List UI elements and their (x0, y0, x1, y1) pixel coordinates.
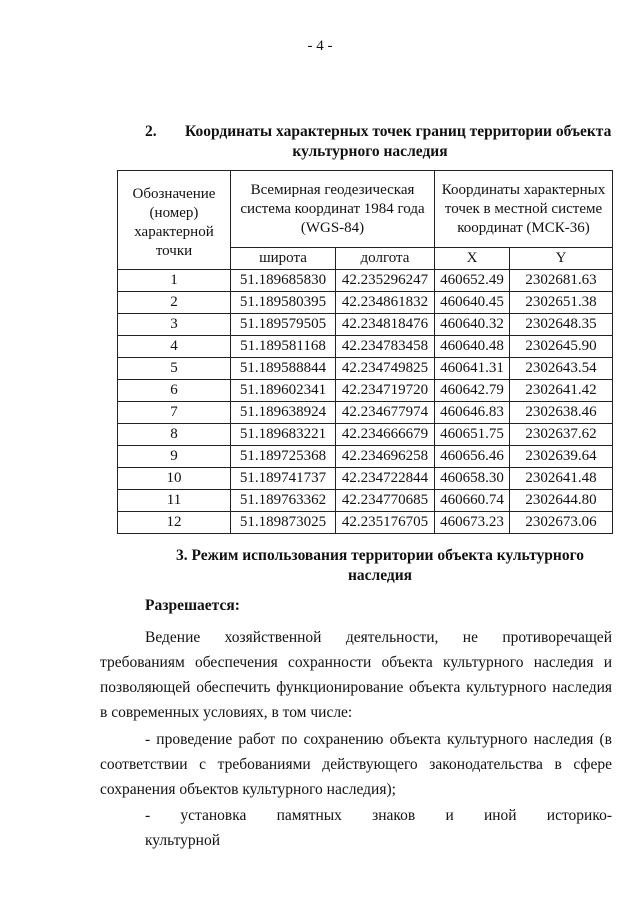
longitude: 42.234666679 (336, 424, 435, 446)
y-coordinate: 2302638.46 (510, 402, 613, 424)
point-number: 10 (118, 468, 231, 490)
latitude: 51.189588844 (231, 358, 336, 380)
point-number: 6 (118, 380, 231, 402)
longitude: 42.234770685 (336, 490, 435, 512)
point-number: 5 (118, 358, 231, 380)
table-row (118, 380, 613, 402)
longitude: 42.234783458 (336, 336, 435, 358)
section-3-title-line2: наследия (347, 567, 413, 584)
section-3-heading (145, 546, 615, 586)
table-row (118, 314, 613, 336)
point-number: 1 (118, 270, 231, 292)
latitude: 51.189581168 (231, 336, 336, 358)
section-number: 2. (145, 123, 157, 140)
table-row (118, 358, 613, 380)
header-msk: Координаты характерных точек в местной системе координат (МСК-36) (435, 171, 613, 248)
latitude: 51.189683221 (231, 424, 336, 446)
point-number: 8 (118, 424, 231, 446)
x-coordinate: 460640.32 (435, 314, 510, 336)
table-row (118, 512, 613, 534)
x-coordinate: 460641.31 (435, 358, 510, 380)
y-coordinate: 2302641.42 (510, 380, 613, 402)
section-title-line2: культурного наследия (292, 143, 448, 160)
point-number: 3 (118, 314, 231, 336)
y-coordinate: 2302641.48 (510, 468, 613, 490)
latitude: 51.189638924 (231, 402, 336, 424)
point-number: 12 (118, 512, 231, 534)
longitude: 42.234749825 (336, 358, 435, 380)
latitude: 51.189579505 (231, 314, 336, 336)
x-coordinate: 460646.83 (435, 402, 510, 424)
x-coordinate: 460660.74 (435, 490, 510, 512)
longitude: 42.235176705 (336, 512, 435, 534)
latitude: 51.189580395 (231, 292, 336, 314)
y-coordinate: 2302643.54 (510, 358, 613, 380)
latitude: 51.189873025 (231, 512, 336, 534)
table-row (118, 424, 613, 446)
latitude: 51.189763362 (231, 490, 336, 512)
y-coordinate: 2302645.90 (510, 336, 613, 358)
header-lon: долгота (336, 248, 435, 270)
latitude: 51.189602341 (231, 380, 336, 402)
point-number: 2 (118, 292, 231, 314)
table-row (118, 490, 613, 512)
y-coordinate: 2302637.62 (510, 424, 613, 446)
y-coordinate: 2302681.63 (510, 270, 613, 292)
page-number: - 4 - (307, 38, 333, 54)
paragraph-2: - проведение работ по сохранению объекта культурного наследия (в соответствии с требованиями действующего законодательства в сфере сохранения объектов культурного наследия); (100, 731, 612, 798)
header-wgs: Всемирная геодезическая система координат 1984 года (WGS-84) (231, 171, 435, 248)
section-title-line1: Координаты характерных точек границ территории объекта (185, 123, 612, 140)
longitude: 42.235296247 (336, 270, 435, 292)
table-row (118, 336, 613, 358)
paragraph-3: - установка памятных знаков и иной историко-культурной (145, 807, 612, 849)
x-coordinate: 460673.23 (435, 512, 510, 534)
x-coordinate: 460656.46 (435, 446, 510, 468)
paragraph-1: Ведение хозяйственной деятельности, не противоречащей требованиям обеспечения сохранности объекта культурного наследия и позволяющей обеспечить функционирование объекта культурного наследия в современных условиях, в том числе: (100, 629, 612, 721)
point-number: 4 (118, 336, 231, 358)
latitude: 51.189741737 (231, 468, 336, 490)
y-coordinate: 2302639.64 (510, 446, 613, 468)
table-row (118, 292, 613, 314)
header-y: Y (510, 248, 613, 270)
table-row (118, 446, 613, 468)
x-coordinate: 460642.79 (435, 380, 510, 402)
header-lat: широта (231, 248, 336, 270)
y-coordinate: 2302673.06 (510, 512, 613, 534)
coordinates-table (117, 170, 613, 534)
longitude: 42.234696258 (336, 446, 435, 468)
longitude: 42.234677974 (336, 402, 435, 424)
table-row (118, 402, 613, 424)
longitude: 42.234861832 (336, 292, 435, 314)
point-number: 11 (118, 490, 231, 512)
section-3-title-line1: 3. Режим использования территории объекта культурного (176, 547, 584, 564)
latitude: 51.189725368 (231, 446, 336, 468)
longitude: 42.234818476 (336, 314, 435, 336)
y-coordinate: 2302651.38 (510, 292, 613, 314)
allowed-label: Разрешается: (145, 597, 240, 614)
latitude: 51.189685830 (231, 270, 336, 292)
y-coordinate: 2302648.35 (510, 314, 613, 336)
x-coordinate: 460640.45 (435, 292, 510, 314)
x-coordinate: 460640.48 (435, 336, 510, 358)
x-coordinate: 460658.30 (435, 468, 510, 490)
y-coordinate: 2302644.80 (510, 490, 613, 512)
table-row (118, 468, 613, 490)
point-number: 7 (118, 402, 231, 424)
x-coordinate: 460652.49 (435, 270, 510, 292)
point-number: 9 (118, 446, 231, 468)
longitude: 42.234719720 (336, 380, 435, 402)
table-row (118, 270, 613, 292)
longitude: 42.234722844 (336, 468, 435, 490)
header-x: X (435, 248, 510, 270)
section-2-heading (145, 122, 615, 162)
header-point: Обозначение (номер) характерной точки (118, 171, 231, 270)
x-coordinate: 460651.75 (435, 424, 510, 446)
